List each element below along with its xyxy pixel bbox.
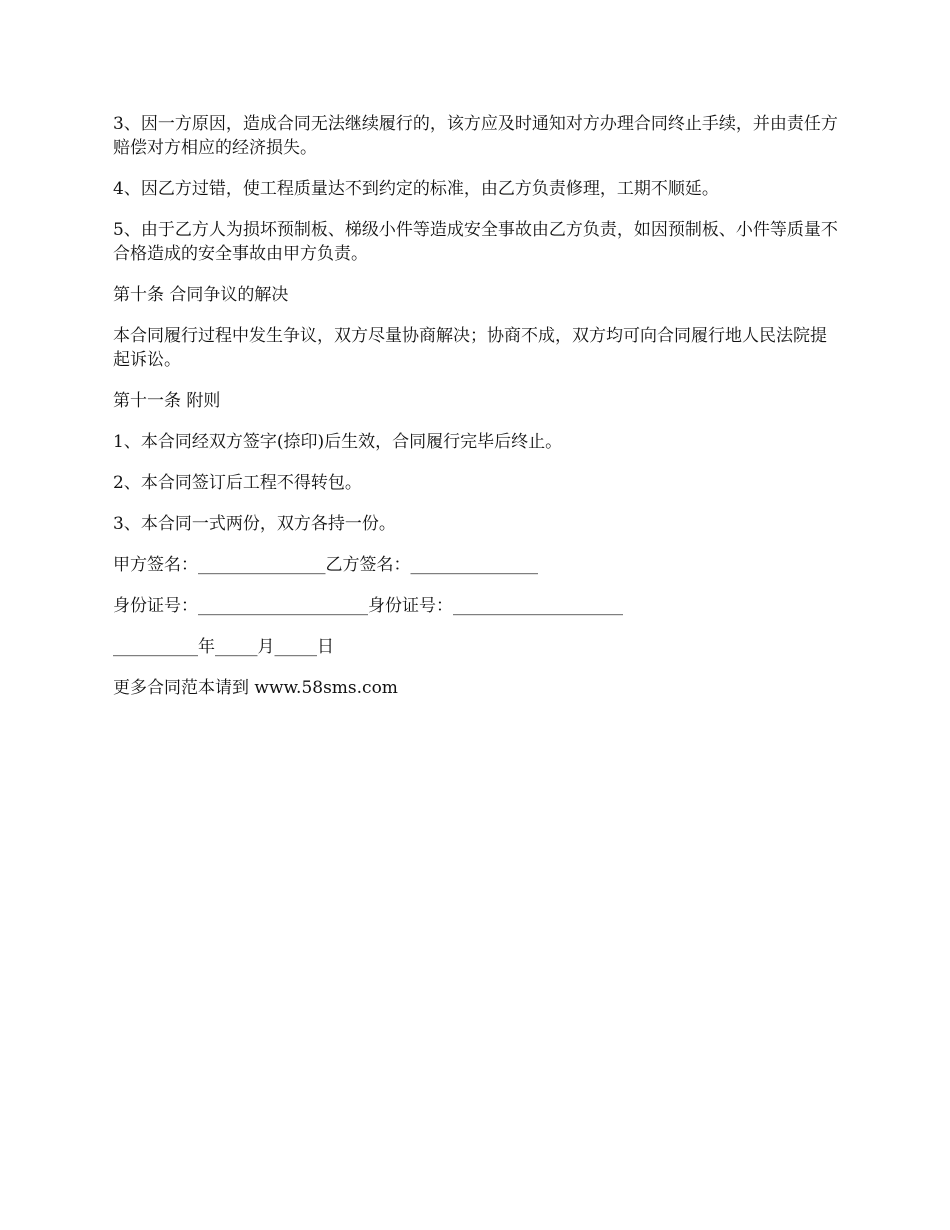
signature-line: 甲方签名：_______________乙方签名：_______________ xyxy=(113,555,538,575)
appendix-item-1: 1、本合同经双方签字(捺印)后生效，合同履行完毕后终止。 xyxy=(113,432,563,452)
article-11-heading: 第十一条 附则 xyxy=(113,391,221,411)
date-line: __________年_____月_____日 xyxy=(113,637,334,657)
dispute-resolution-text: 本合同履行过程中发生争议，双方尽量协商解决；协商不成，双方均可向合同履行地人民法院提起诉讼。 xyxy=(113,326,827,370)
id-number-line: 身份证号：____________________身份证号：____________________ xyxy=(113,596,623,616)
clause-5-safety-responsibility: 5、由于乙方人为损坏预制板、梯级小件等造成安全事故由乙方负责，如因预制板、小件等质量不合格造成的安全事故由甲方负责。 xyxy=(113,220,838,264)
appendix-item-2: 2、本合同签订后工程不得转包。 xyxy=(113,473,362,493)
document-body xyxy=(113,112,843,717)
more-templates-link-text: 更多合同范本请到 www.58sms.com xyxy=(113,678,398,698)
clause-3-termination: 3、因一方原因，造成合同无法继续履行的，该方应及时通知对方办理合同终止手续，并由责任方赔偿对方相应的经济损失。 xyxy=(113,114,838,158)
article-10-heading: 第十条 合同争议的解决 xyxy=(113,285,289,305)
appendix-item-3: 3、本合同一式两份，双方各持一份。 xyxy=(113,514,396,534)
clause-4-quality-repair: 4、因乙方过错，使工程质量达不到约定的标准，由乙方负责修理，工期不顺延。 xyxy=(113,179,719,199)
